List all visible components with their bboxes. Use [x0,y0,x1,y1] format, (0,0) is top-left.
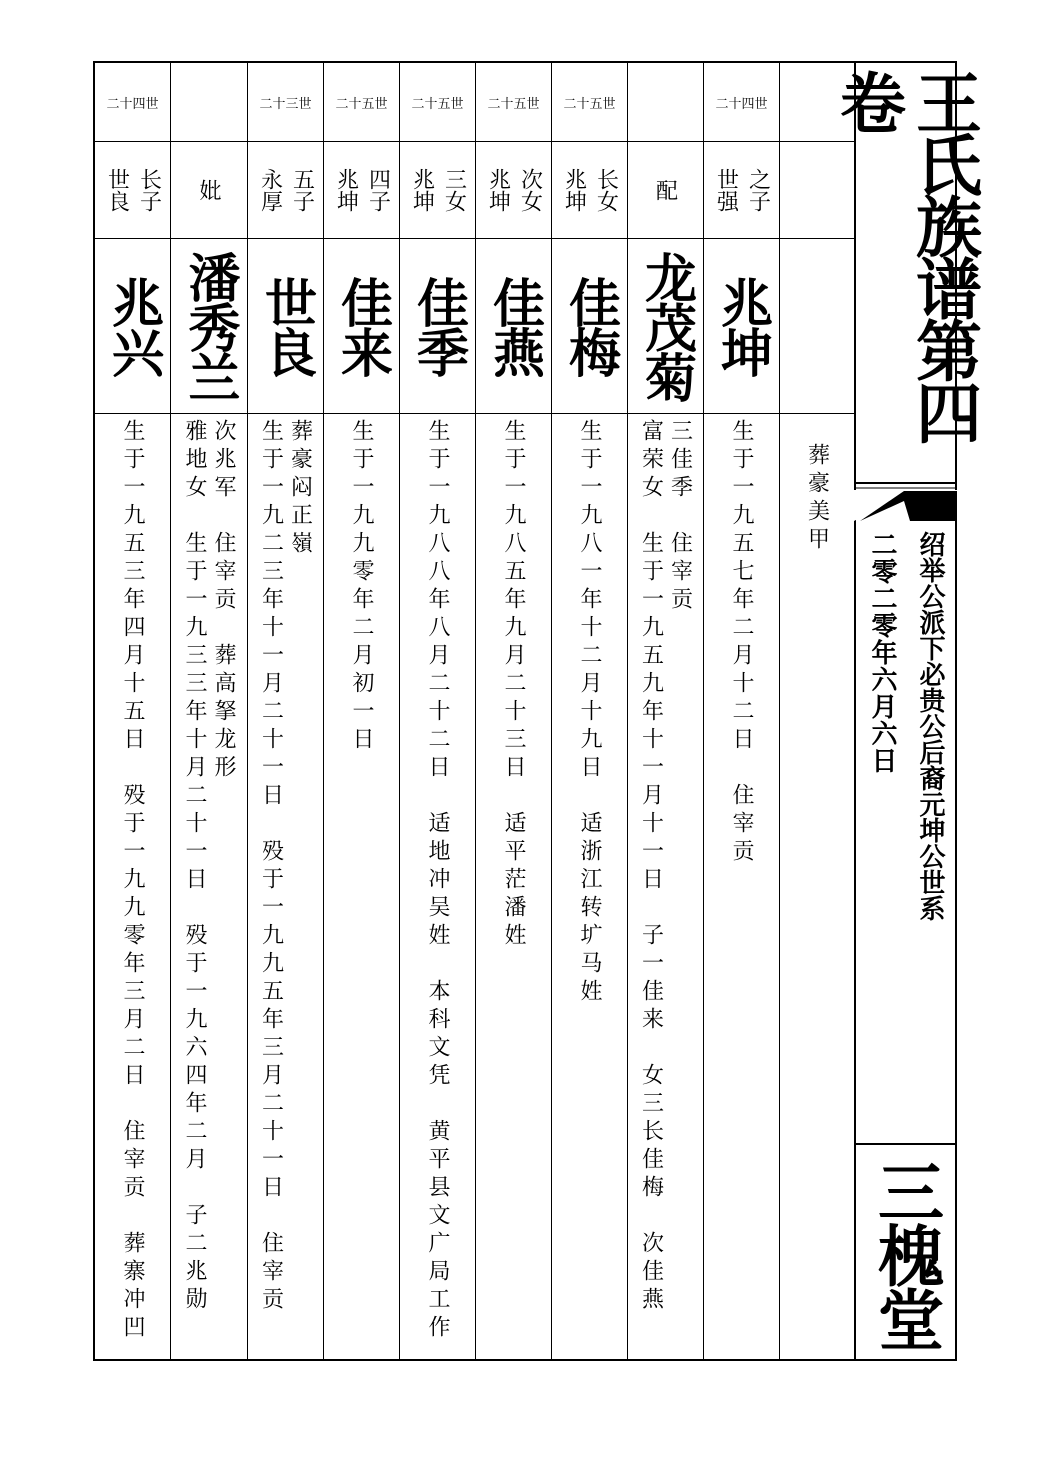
detail-cell [780,415,854,1359]
relation-cell [552,142,627,238]
name-cell [628,239,703,413]
relation-parent: 兆坤 [485,168,511,212]
detail-line: 富荣女 生于一九五九年十一月十一日 子一佳来 女三长佳梅 次佳燕 [638,419,664,1315]
person-name: 兆兴 [102,276,164,376]
genealogy-table [93,61,957,1361]
entry-column [95,63,170,1359]
relation-cell [400,142,475,238]
generation-cell [704,63,779,141]
lineage-subtitle [910,531,950,921]
relation-cell [704,142,779,238]
person-name: 佳季 [407,276,469,376]
generation-cell [476,63,551,141]
relation-parent: 永厚 [257,168,283,212]
relation-parent: 世良 [104,168,130,212]
person-name: 潘秀兰 [179,251,240,401]
relation-parent: 妣 [196,179,221,201]
generation-cell [400,63,475,141]
relation-parent: 配 [652,179,678,201]
hall-name [854,1143,957,1363]
relation-rank: 三女 [441,168,467,212]
detail-line: 生于一九八八年八月二十二日 适地冲吴姓 本科文凭 黄平县文广局工作 [425,419,450,1343]
relation-parent: 世强 [713,168,739,212]
detail-cell [552,415,627,1359]
entry-column [552,63,627,1359]
relation-cell [248,142,323,238]
detail-cell [95,415,170,1359]
person-name: 佳梅 [559,276,621,376]
generation-label: 二十四世 [715,96,768,112]
book-title [828,61,983,481]
detail-line: 生于一九九零年二月初一日 [349,419,374,755]
lineage-subtitle-text: 绍举公派下必贵公后裔元坤公世系 [915,531,945,921]
detail-line: 生于一九五七年二月十二日 住宰贡 [729,419,754,867]
entry-column [476,63,551,1359]
name-cell [476,239,551,413]
detail-cell [704,415,779,1359]
entry-column [704,63,779,1359]
person-name: 龙茂菊 [635,251,697,401]
generation-cell [248,63,323,141]
relation-rank: 长子 [136,168,162,212]
title-band-ornament [854,481,957,521]
detail-cell [248,415,323,1359]
relation-cell [628,142,703,238]
detail-line: 雅地女 生于一九三三年十月二十一日 殁于一九六四年二月 子二兆勋 [182,419,207,1315]
person-name: 兆坤 [711,276,773,376]
relation-rank: 次女 [517,168,543,212]
detail-cell [476,415,551,1359]
entry-column [628,63,703,1359]
name-cell [171,239,247,413]
generation-cell [324,63,399,141]
generation-label: 二十四世 [106,96,159,112]
entry-column [324,63,399,1359]
generation-cell [171,63,247,141]
generation-label: 二十五世 [411,96,464,112]
person-name: 佳来 [331,276,393,376]
relation-rank: 五子 [289,168,315,212]
name-cell [400,239,475,413]
generation-label: 二十三世 [259,96,312,112]
person-name: 佳燕 [483,276,545,376]
burial-note: 葬豪美甲 [804,443,830,555]
name-cell [552,239,627,413]
book-title-text: 王氏族谱第四卷 [828,69,983,441]
generation-cell [552,63,627,141]
entry-column [248,63,323,1359]
name-cell [248,239,323,413]
relation-cell [324,142,399,238]
generation-label: 二十五世 [335,96,388,112]
generation-cell [95,63,170,141]
person-name: 世良 [255,276,317,376]
detail-cell [628,415,703,1359]
entry-column [171,63,247,1359]
detail-line: 生于一九八一年十二月十九日 适浙江转圹马姓 [577,419,602,1007]
detail-cell [400,415,475,1359]
relation-parent: 兆坤 [333,168,359,212]
generation-cell [628,63,703,141]
relation-rank: 长女 [593,168,619,212]
detail-line: 生于一九五三年四月十五日 殁于一九九零年三月二日 住宰贡 葬寨冲凹 [120,419,145,1343]
relation-parent: 兆坤 [561,168,587,212]
name-cell [95,239,170,413]
relation-parent: 兆坤 [409,168,435,212]
detail-line: 次兆军 住宰贡 葬高拏龙形 [211,419,236,783]
detail-cell [171,415,247,1359]
title-sidebar [828,61,983,1361]
relation-cell [171,142,247,238]
relation-rank: 四子 [365,168,391,212]
publish-date [860,531,904,774]
detail-line: 三佳季 住宰贡 [667,419,693,615]
name-cell [324,239,399,413]
name-cell [704,239,779,413]
detail-cell [324,415,399,1359]
hall-name-text: 三槐堂 [866,1158,945,1350]
generation-label: 二十五世 [487,96,540,112]
relation-cell [95,142,170,238]
relation-cell [476,142,551,238]
detail-line: 葬豪闷正嶺 [287,419,313,559]
detail-line: 生于一九八五年九月二十三日 适平茫潘姓 [501,419,526,951]
publish-date-text: 二零二零年六月六日 [867,531,897,774]
entry-column [400,63,475,1359]
detail-line: 生于一九二三年十一月二十一日 殁于一九九五年三月二十一日 住宰贡 [258,419,284,1315]
relation-rank: 之子 [745,168,771,212]
generation-label: 二十五世 [563,96,616,112]
